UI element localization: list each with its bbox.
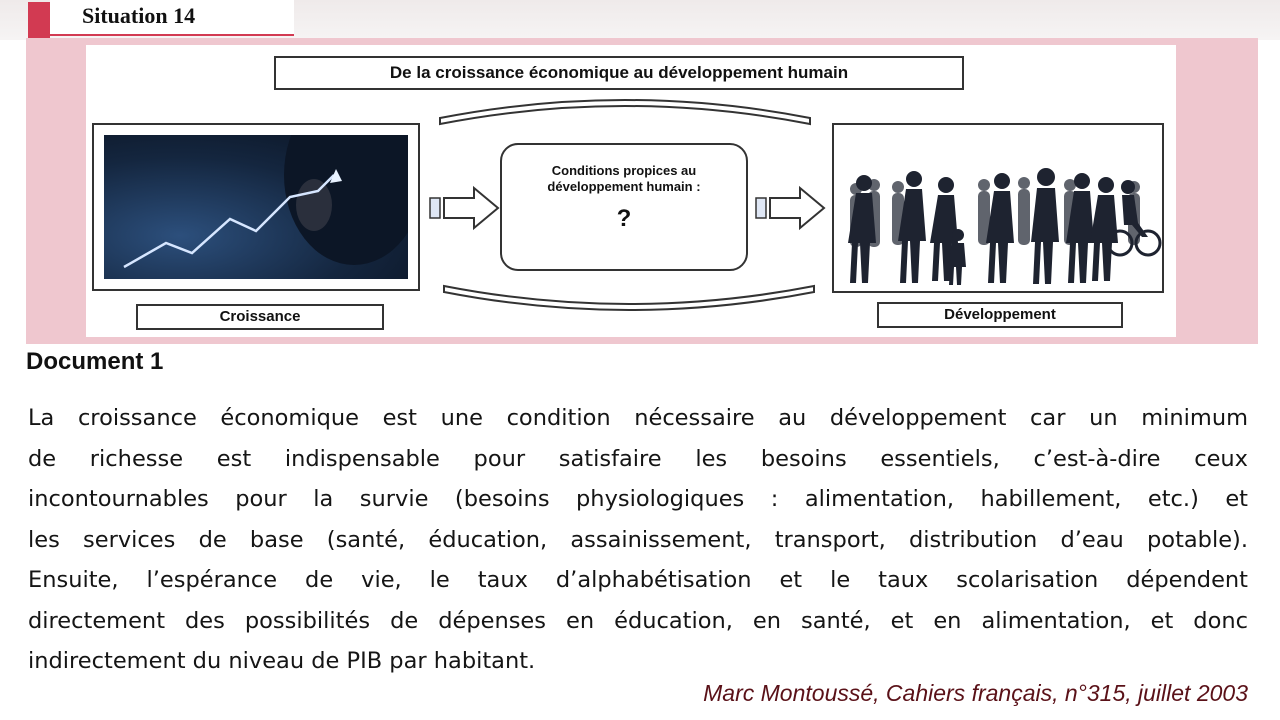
- question-mark: ?: [616, 205, 632, 232]
- paragraph-line: de richesse est indispensable pour satisfaire les besoins essentiels, c’est-à-dire ceux: [28, 445, 1248, 472]
- conditions-box: [500, 143, 748, 271]
- paragraph-line: Ensuite, l’espérance de vie, le taux d’alphabétisation et le taux scolarisation dépendent: [28, 567, 1248, 593]
- paragraph-line: La croissance économique est une condition nécessaire au développement car un minimum: [28, 405, 1248, 431]
- situation-title: Situation 14: [50, 0, 294, 36]
- growth-chart-photo: [104, 135, 408, 279]
- croissance-label: Croissance: [136, 304, 384, 330]
- people-image-frame: [832, 123, 1164, 293]
- document-body: [28, 398, 1248, 682]
- figure-title: De la croissance économique au développement humain: [274, 56, 964, 90]
- crowd-silhouettes-photo: [834, 125, 1162, 291]
- growth-image-frame: [92, 123, 420, 291]
- right-arrow-icon: [428, 184, 500, 232]
- developpement-label: Développement: [877, 302, 1123, 328]
- bottom-curve: [440, 284, 818, 314]
- paragraph-line: incontournables pour la survie (besoins physiologiques : alimentation, habillement, etc.) et: [28, 486, 1248, 512]
- paragraph-line: les services de base (santé, éducation, assainissement, transport, distribution d’eau potable).: [28, 526, 1248, 553]
- conditions-text: Conditions propices au développement humain :: [547, 163, 701, 194]
- top-curve: [436, 96, 814, 126]
- right-arrow-icon: [754, 184, 826, 232]
- growth-arrow-icon: [104, 135, 408, 279]
- paragraph-line: directement des possibilités de dépenses en éducation, en santé, et en alimentation, et donc: [28, 607, 1248, 634]
- citation: Marc Montoussé, Cahiers français, n°315, juillet 2003: [703, 680, 1248, 706]
- document-heading: Document 1: [26, 348, 164, 375]
- paragraph-line: indirectement du niveau de PIB par habitant.: [28, 648, 536, 674]
